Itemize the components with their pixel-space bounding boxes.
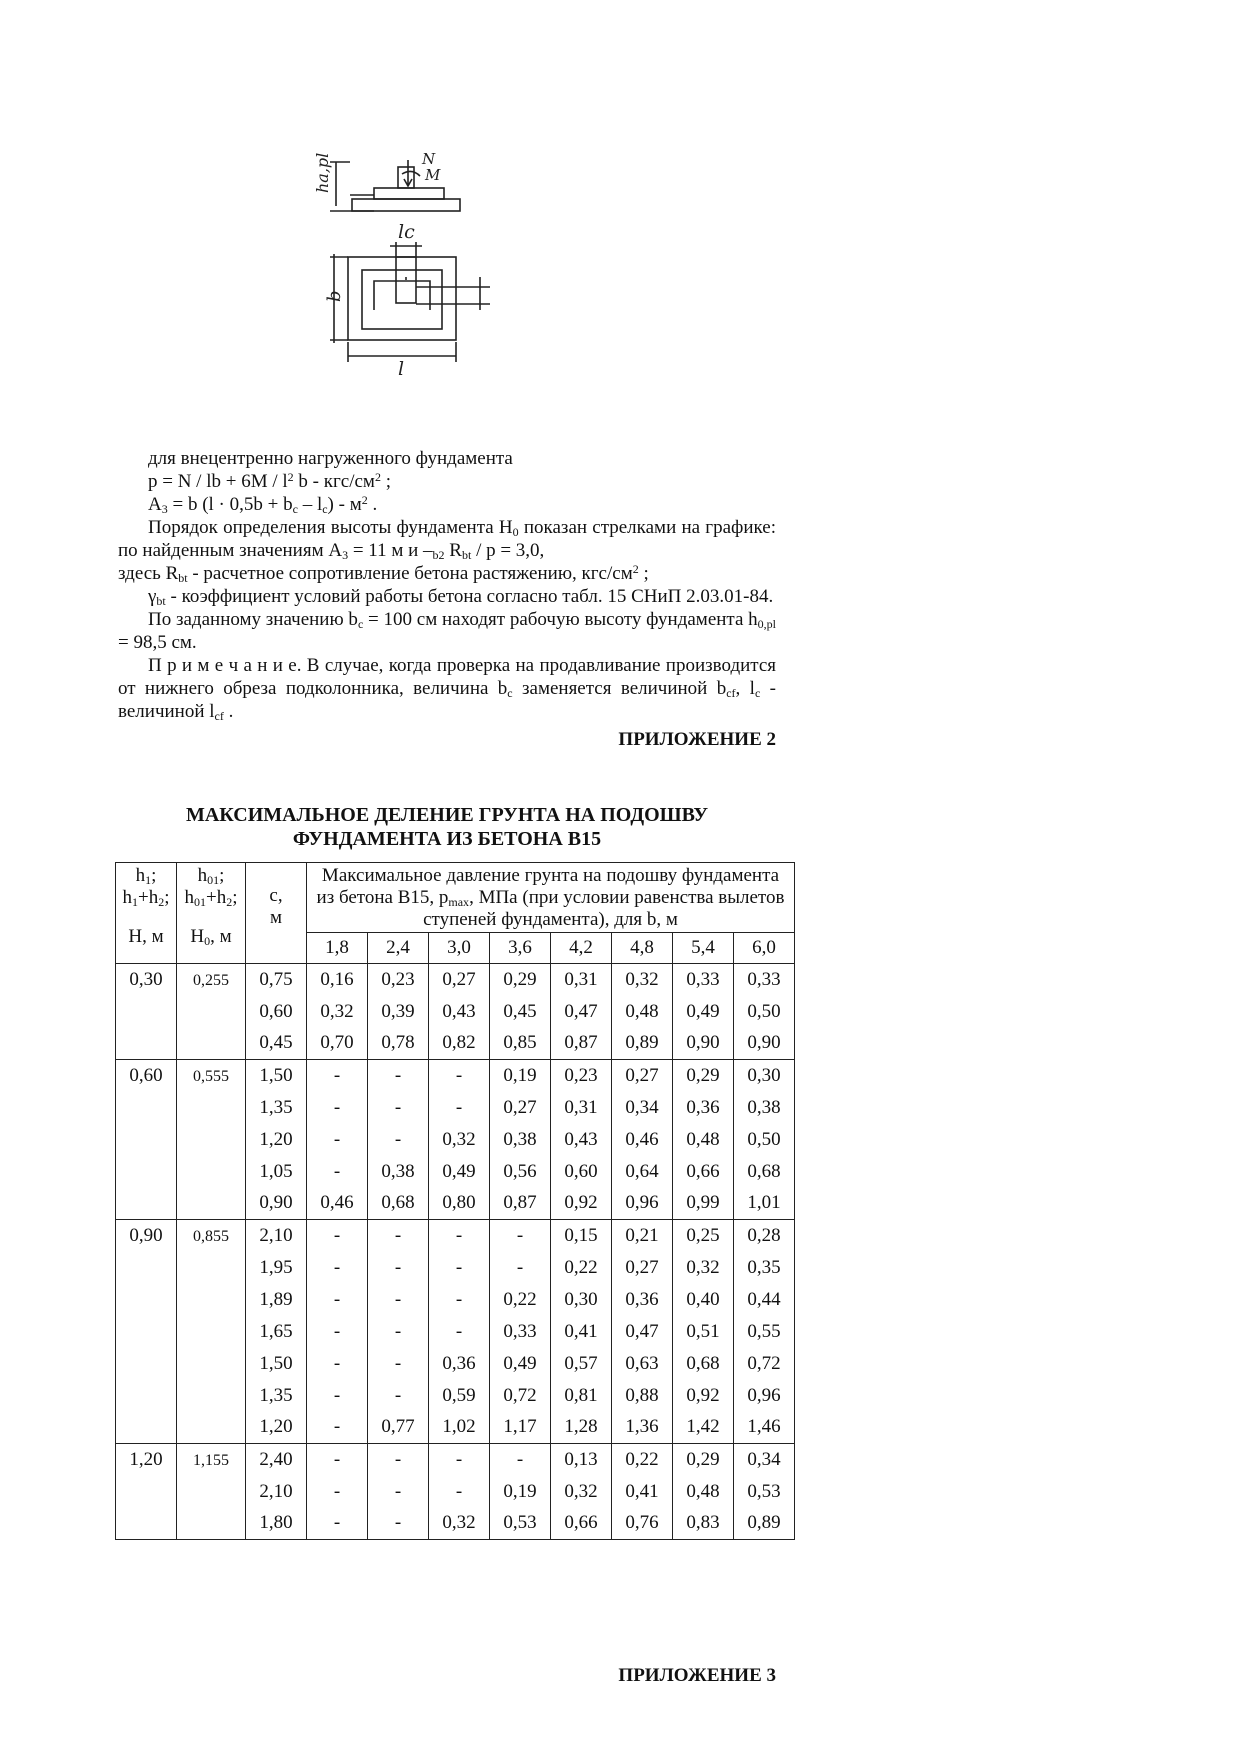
cell-pressure-value: 0,49 <box>429 1156 490 1188</box>
cell-pressure-value: 0,38 <box>734 1092 795 1124</box>
header-b-value: 3,6 <box>490 933 551 964</box>
cell-pressure-value: 0,29 <box>673 1060 734 1092</box>
cell-pressure-value: 0,29 <box>490 964 551 996</box>
header-h1: $h_1$; $h_1+h_2$; H, м <box>116 863 177 964</box>
cell-pressure-value: - <box>429 1252 490 1284</box>
cell-pressure-value: - <box>307 1092 368 1124</box>
pressure-table <box>115 862 795 1540</box>
cell-c: 0,90 <box>246 1188 307 1220</box>
cell-pressure-value: 0,33 <box>673 964 734 996</box>
cell-pressure-value: 0,34 <box>612 1092 673 1124</box>
cell-h0: 0,855 <box>177 1220 246 1444</box>
cell-c: 1,65 <box>246 1316 307 1348</box>
label-hapl: ha,pl <box>313 152 332 193</box>
cell-pressure-value: 1,17 <box>490 1412 551 1444</box>
table-row <box>116 1060 795 1092</box>
cell-pressure-value: - <box>307 1156 368 1188</box>
table-row <box>116 1444 795 1476</box>
cell-pressure-value: 1,28 <box>551 1412 612 1444</box>
cell-pressure-value: 0,13 <box>551 1444 612 1476</box>
cell-pressure-value: 0,39 <box>368 996 429 1028</box>
cell-pressure-value: 0,89 <box>612 1028 673 1060</box>
cell-h: 1,20 <box>116 1444 177 1540</box>
cell-c: 2,10 <box>246 1476 307 1508</box>
cell-pressure-value: 0,47 <box>612 1316 673 1348</box>
label-lc: lc <box>398 221 415 243</box>
cell-pressure-value: - <box>429 1284 490 1316</box>
cell-pressure-value: 0,49 <box>673 996 734 1028</box>
cell-pressure-value: 1,02 <box>429 1412 490 1444</box>
cell-pressure-value: 0,60 <box>551 1156 612 1188</box>
cell-pressure-value: 0,53 <box>490 1508 551 1540</box>
cell-pressure-value: 0,55 <box>734 1316 795 1348</box>
cell-pressure-value: 0,81 <box>551 1380 612 1412</box>
cell-c: 1,50 <box>246 1348 307 1380</box>
cell-pressure-value: - <box>368 1348 429 1380</box>
cell-pressure-value: 0,43 <box>551 1124 612 1156</box>
cell-pressure-value: 0,22 <box>551 1252 612 1284</box>
column-stub <box>398 167 414 188</box>
formula-p: p = N / lb + $6M / l^2$ b - кгс/$см^2$ ; <box>148 470 391 492</box>
cell-c: 1,89 <box>246 1284 307 1316</box>
cell-h: 0,60 <box>116 1060 177 1220</box>
cell-pressure-value: 0,41 <box>612 1476 673 1508</box>
cell-pressure-value: 0,31 <box>551 964 612 996</box>
cell-pressure-value: 0,48 <box>612 996 673 1028</box>
appendix-3-label: ПРИЛОЖЕНИЕ 3 <box>618 1665 776 1686</box>
header-b-value: 4,8 <box>612 933 673 964</box>
cell-pressure-value: - <box>368 1508 429 1540</box>
cell-pressure-value: 0,15 <box>551 1220 612 1252</box>
cell-pressure-value: 0,48 <box>673 1124 734 1156</box>
paragraph-order: Порядок определения высоты фундамента $H_0$ показан стрелками на графике: по найденным значениям $A_3 = 11$ м и $-_{b2}$ $R_{bt} / p = 3,0$, <box>118 517 776 562</box>
cell-pressure-value: 0,50 <box>734 996 795 1028</box>
cell-pressure-value: 0,50 <box>734 1124 795 1156</box>
paragraph-rbt: здесь $R_{bt}$ - расчетное сопротивление бетона растяжению, кгс/$см^2$ ; <box>118 562 649 585</box>
cell-pressure-value: - <box>307 1412 368 1444</box>
cell-pressure-value: 1,46 <box>734 1412 795 1444</box>
cell-pressure-value: 0,27 <box>490 1092 551 1124</box>
label-b: b <box>324 290 345 302</box>
cell-pressure-value: - <box>307 1284 368 1316</box>
cell-pressure-value: - <box>490 1444 551 1476</box>
cell-pressure-value: - <box>307 1060 368 1092</box>
cell-h: 0,90 <box>116 1220 177 1444</box>
footing-base <box>352 199 460 211</box>
cell-pressure-value: 0,34 <box>734 1444 795 1476</box>
header-b-value: 6,0 <box>734 933 795 964</box>
cell-pressure-value: 0,64 <box>612 1156 673 1188</box>
cell-pressure-value: - <box>368 1444 429 1476</box>
cell-pressure-value: 0,36 <box>673 1092 734 1124</box>
cell-pressure-value: 0,40 <box>673 1284 734 1316</box>
cell-pressure-value: - <box>307 1476 368 1508</box>
paragraph-intro: для внецентренно нагруженного фундамента <box>148 448 513 469</box>
cell-pressure-value: 0,59 <box>429 1380 490 1412</box>
cell-pressure-value: 0,32 <box>673 1252 734 1284</box>
cell-pressure-value: - <box>307 1348 368 1380</box>
cell-pressure-value: 0,35 <box>734 1252 795 1284</box>
cell-pressure-value: - <box>429 1476 490 1508</box>
header-main: Максимальное давление грунта на подошву фундамента из бетона В15, $p_{max}$, МПа (при условии равенства вылетов ступеней фундамента), для b, м <box>307 863 795 933</box>
cell-pressure-value: 0,99 <box>673 1188 734 1220</box>
cell-pressure-value: 0,76 <box>612 1508 673 1540</box>
table-title <box>118 803 776 851</box>
cell-c: 1,35 <box>246 1380 307 1412</box>
table-title-line-2: ФУНДАМЕНТА ИЗ БЕТОНА В15 <box>292 828 602 850</box>
paragraph-bc: По заданному значению $b_c = 100$ см находят рабочую высоту фундамента $h_{0,pl} = 98,5$ см. <box>118 609 776 653</box>
cell-pressure-value: 0,33 <box>734 964 795 996</box>
cell-pressure-value: 0,90 <box>734 1028 795 1060</box>
formula-a3: $A_3 = b$ $(l \cdot 0,5b + b_c - l_c) - м^2$ . <box>148 493 378 516</box>
header-h01: $h_{01}$; $h_{01}+h_2$; $H_0$, м <box>177 863 246 964</box>
cell-pressure-value: 0,88 <box>612 1380 673 1412</box>
cell-pressure-value: 0,66 <box>673 1156 734 1188</box>
cell-pressure-value: 0,87 <box>551 1028 612 1060</box>
cell-pressure-value: - <box>368 1252 429 1284</box>
appendix-2-label: ПРИЛОЖЕНИЕ 2 <box>618 729 776 750</box>
cell-pressure-value: - <box>490 1220 551 1252</box>
cell-pressure-value: 0,32 <box>551 1476 612 1508</box>
cell-pressure-value: - <box>429 1092 490 1124</box>
cell-pressure-value: 0,92 <box>551 1188 612 1220</box>
foundation-scheme-figure <box>313 150 560 435</box>
cell-pressure-value: 0,83 <box>673 1508 734 1540</box>
cell-pressure-value: 0,28 <box>734 1220 795 1252</box>
label-n: N <box>422 150 436 168</box>
cell-pressure-value: - <box>307 1124 368 1156</box>
cell-pressure-value: - <box>429 1316 490 1348</box>
cell-pressure-value: 0,27 <box>612 1252 673 1284</box>
cell-pressure-value: 0,46 <box>612 1124 673 1156</box>
body-text <box>118 447 776 751</box>
cell-pressure-value: 0,66 <box>551 1508 612 1540</box>
cell-pressure-value: 0,78 <box>368 1028 429 1060</box>
cell-pressure-value: 0,32 <box>429 1508 490 1540</box>
cell-pressure-value: 0,68 <box>734 1156 795 1188</box>
cell-pressure-value: 0,45 <box>490 996 551 1028</box>
header-b-value: 2,4 <box>368 933 429 964</box>
cell-pressure-value: 0,70 <box>307 1028 368 1060</box>
foundation-scheme-drawing <box>313 150 560 435</box>
cell-pressure-value: 0,49 <box>490 1348 551 1380</box>
cell-pressure-value: 0,22 <box>490 1284 551 1316</box>
cell-h0: 1,155 <box>177 1444 246 1540</box>
cell-pressure-value: 0,89 <box>734 1508 795 1540</box>
cell-c: 1,50 <box>246 1060 307 1092</box>
header-b-value: 4,2 <box>551 933 612 964</box>
cell-c: 1,20 <box>246 1124 307 1156</box>
cell-c: 0,60 <box>246 996 307 1028</box>
cell-pressure-value: 0,96 <box>734 1380 795 1412</box>
cell-c: 2,10 <box>246 1220 307 1252</box>
cell-pressure-value: - <box>307 1508 368 1540</box>
cell-pressure-value: 0,36 <box>429 1348 490 1380</box>
cell-h: 0,30 <box>116 964 177 1060</box>
cell-pressure-value: - <box>368 1092 429 1124</box>
cell-pressure-value: 0,33 <box>490 1316 551 1348</box>
cell-pressure-value: 0,27 <box>612 1060 673 1092</box>
cell-pressure-value: - <box>368 1060 429 1092</box>
cell-pressure-value: 0,48 <box>673 1476 734 1508</box>
paragraph-gamma: $\gamma_{bt}$ - коэффициент условий работы бетона согласно табл. 15 СНиП 2.03.01-84. <box>148 586 774 608</box>
cell-pressure-value: 0,36 <box>612 1284 673 1316</box>
cell-pressure-value: - <box>368 1220 429 1252</box>
cell-pressure-value: 0,46 <box>307 1188 368 1220</box>
cell-pressure-value: 0,80 <box>429 1188 490 1220</box>
cell-c: 0,45 <box>246 1028 307 1060</box>
paragraph-note: П р и м е ч а н и е. В случае, когда проверка на продавливание производится от нижнего обреза подколонника, величина $b_c$ заменяется величиной $b_{cf}$, $l_c$ - величиной $l_{cf}$ . <box>118 655 777 723</box>
cell-pressure-value: 0,32 <box>612 964 673 996</box>
cell-pressure-value: - <box>490 1252 551 1284</box>
cell-pressure-value: - <box>307 1220 368 1252</box>
cell-c: 1,95 <box>246 1252 307 1284</box>
cell-c: 0,75 <box>246 964 307 996</box>
cell-pressure-value: - <box>429 1060 490 1092</box>
cell-pressure-value: - <box>307 1444 368 1476</box>
cell-pressure-value: 0,68 <box>673 1348 734 1380</box>
cell-pressure-value: 1,01 <box>734 1188 795 1220</box>
cell-pressure-value: 0,51 <box>673 1316 734 1348</box>
cell-pressure-value: 0,19 <box>490 1060 551 1092</box>
cell-pressure-value: 0,57 <box>551 1348 612 1380</box>
cell-pressure-value: 0,32 <box>429 1124 490 1156</box>
cell-pressure-value: 0,27 <box>429 964 490 996</box>
cell-pressure-value: 0,21 <box>612 1220 673 1252</box>
cell-pressure-value: 0,53 <box>734 1476 795 1508</box>
cell-pressure-value: 0,30 <box>734 1060 795 1092</box>
cell-h0: 0,555 <box>177 1060 246 1220</box>
header-c: c, м <box>246 863 307 964</box>
cell-pressure-value: - <box>368 1380 429 1412</box>
cell-pressure-value: 0,82 <box>429 1028 490 1060</box>
cell-pressure-value: 0,23 <box>368 964 429 996</box>
label-m: M <box>425 166 441 184</box>
cell-pressure-value: 0,25 <box>673 1220 734 1252</box>
cell-pressure-value: - <box>368 1316 429 1348</box>
footing-step <box>374 188 444 199</box>
cell-pressure-value: 0,68 <box>368 1188 429 1220</box>
cell-pressure-value: 0,43 <box>429 996 490 1028</box>
cell-pressure-value: - <box>429 1444 490 1476</box>
cell-pressure-value: - <box>368 1284 429 1316</box>
cell-h0: 0,255 <box>177 964 246 1060</box>
cell-pressure-value: 0,38 <box>368 1156 429 1188</box>
cell-pressure-value: - <box>307 1380 368 1412</box>
cell-pressure-value: 0,38 <box>490 1124 551 1156</box>
cell-pressure-value: 0,19 <box>490 1476 551 1508</box>
cell-pressure-value: - <box>429 1220 490 1252</box>
cell-pressure-value: 0,85 <box>490 1028 551 1060</box>
cell-pressure-value: - <box>307 1252 368 1284</box>
cell-pressure-value: 0,44 <box>734 1284 795 1316</box>
cell-pressure-value: - <box>307 1316 368 1348</box>
cell-pressure-value: 0,16 <box>307 964 368 996</box>
cell-pressure-value: 1,42 <box>673 1412 734 1444</box>
cell-pressure-value: 0,72 <box>734 1348 795 1380</box>
cell-pressure-value: 0,47 <box>551 996 612 1028</box>
table-row <box>116 964 795 996</box>
cell-c: 1,80 <box>246 1508 307 1540</box>
cell-c: 1,05 <box>246 1156 307 1188</box>
cell-pressure-value: 0,96 <box>612 1188 673 1220</box>
cell-pressure-value: 0,29 <box>673 1444 734 1476</box>
header-b-value: 5,4 <box>673 933 734 964</box>
cell-pressure-value: 0,22 <box>612 1444 673 1476</box>
cell-pressure-value: 0,87 <box>490 1188 551 1220</box>
cell-c: 1,20 <box>246 1412 307 1444</box>
table-row <box>116 1220 795 1252</box>
header-b-value: 1,8 <box>307 933 368 964</box>
cell-pressure-value: 0,56 <box>490 1156 551 1188</box>
cell-pressure-value: 0,30 <box>551 1284 612 1316</box>
cell-pressure-value: 0,77 <box>368 1412 429 1444</box>
cell-pressure-value: 0,72 <box>490 1380 551 1412</box>
cell-pressure-value: 0,32 <box>307 996 368 1028</box>
cell-pressure-value: 1,36 <box>612 1412 673 1444</box>
header-b-value: 3,0 <box>429 933 490 964</box>
table-title-line-1: МАКСИМАЛЬНОЕ ДЕЛЕНИЕ ГРУНТА НА ПОДОШВУ <box>185 804 708 826</box>
cell-pressure-value: 0,41 <box>551 1316 612 1348</box>
cell-pressure-value: 0,92 <box>673 1380 734 1412</box>
cell-pressure-value: 0,31 <box>551 1092 612 1124</box>
cell-c: 1,35 <box>246 1092 307 1124</box>
moment-m-arrow <box>402 171 420 176</box>
cell-pressure-value: - <box>368 1124 429 1156</box>
cell-pressure-value: 0,63 <box>612 1348 673 1380</box>
cell-pressure-value: 0,90 <box>673 1028 734 1060</box>
label-l: l <box>398 358 405 380</box>
cell-c: 2,40 <box>246 1444 307 1476</box>
cell-pressure-value: 0,23 <box>551 1060 612 1092</box>
cell-pressure-value: - <box>368 1476 429 1508</box>
